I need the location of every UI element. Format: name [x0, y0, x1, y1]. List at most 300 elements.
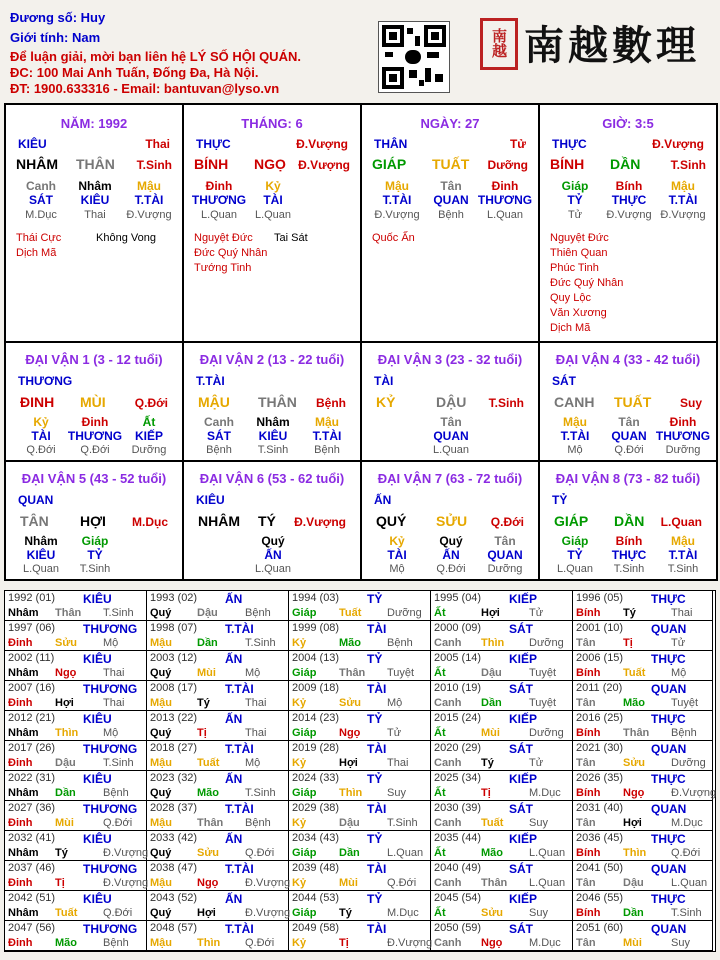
year-ten-god: TÀI: [367, 742, 387, 756]
year-cell: [5, 831, 147, 861]
year-label: 2045 (54): [434, 892, 482, 904]
year-ten-god: QUAN: [651, 742, 687, 756]
year-stem: Giáp: [292, 667, 317, 679]
hidden-phase: Đ.Vượng: [660, 209, 706, 221]
year-branch: Dần: [197, 637, 218, 649]
year-stem: Mậu: [150, 817, 172, 829]
hidden-phase: Tử: [567, 209, 583, 221]
hidden-ten-god: T.TÀI: [134, 193, 164, 207]
year-label: 2025 (34): [434, 772, 482, 784]
year-cell: [431, 891, 573, 921]
hidden-ten-god: THƯƠNG: [67, 429, 123, 443]
year-label: 1997 (06): [8, 622, 56, 634]
hidden-phase: Bệnh: [314, 444, 340, 456]
year-ten-god: ẤN: [225, 652, 243, 666]
year-cell: [5, 711, 147, 741]
year-cell: [147, 831, 289, 861]
star-name: Tướng Tinh: [194, 262, 252, 274]
hidden-phase: L.Quan: [22, 563, 60, 575]
dai-van-branch: MÙI: [80, 394, 106, 410]
year-label: 1995 (04): [434, 592, 482, 604]
year-label: 2026 (35): [576, 772, 624, 784]
hidden-ten-god: THƯƠNG: [191, 193, 247, 207]
year-label: 2027 (36): [8, 802, 56, 814]
year-ten-god: QUAN: [651, 862, 687, 876]
dai-van-phase: Q.Đới: [134, 396, 168, 410]
year-stem: Tân: [576, 877, 596, 889]
year-phase: Đ.Vượng: [103, 847, 149, 859]
pillar-phase: T.Sinh: [136, 158, 172, 172]
year-label: 2040 (49): [434, 862, 482, 874]
year-ten-god: TỶ: [367, 772, 383, 786]
year-cell: [431, 591, 573, 621]
hidden-ten-god: SÁT: [207, 429, 231, 443]
year-phase: Đ.Vượng: [387, 937, 433, 949]
year-phase: T.Sinh: [103, 607, 134, 619]
year-stem: Canh: [434, 697, 462, 709]
pillar-phase: Dưỡng: [487, 158, 528, 172]
year-branch: Dậu: [197, 607, 218, 619]
year-cell: [573, 861, 713, 891]
qr-code-icon[interactable]: [378, 21, 450, 93]
year-ten-god: SÁT: [509, 922, 533, 936]
year-label: 2010 (19): [434, 682, 482, 694]
year-stem: Mậu: [150, 637, 172, 649]
year-branch: Ngọ: [55, 667, 77, 679]
hidden-ten-god: KIẾP: [134, 429, 163, 443]
year-branch: Hợi: [481, 607, 500, 619]
year-stem: Ất: [434, 847, 446, 859]
year-stem: Ất: [434, 727, 446, 739]
year-ten-god: SÁT: [509, 622, 533, 636]
owner-name: Đương số: Huy: [10, 10, 106, 25]
year-phase: Bệnh: [103, 937, 129, 949]
year-ten-god: KIẾP: [509, 592, 538, 606]
year-label: 1998 (07): [150, 622, 198, 634]
pillar-ten-god-phase: Tử: [509, 137, 526, 151]
pillar-ten-god-phase: Đ.Vượng: [652, 137, 704, 151]
star-name: Dịch Mã: [550, 322, 591, 334]
year-cell: [573, 801, 713, 831]
year-branch: Mùi: [339, 877, 358, 889]
year-label: 2033 (42): [150, 832, 198, 844]
year-cell: [147, 921, 289, 951]
hidden-stem: Đinh: [205, 179, 233, 193]
year-branch: Hợi: [623, 817, 642, 829]
pillar-ten-god-phase: Thai: [145, 137, 170, 151]
year-cell: [289, 621, 431, 651]
year-branch: Mùi: [197, 667, 216, 679]
year-phase: Tuyệt: [529, 697, 557, 709]
star-name: Đức Quý Nhân: [194, 247, 268, 259]
year-stem: Mậu: [150, 937, 172, 949]
year-cell: [147, 711, 289, 741]
year-label: 2043 (52): [150, 892, 198, 904]
year-phase: M.Dục: [529, 787, 561, 799]
hidden-stem: Đinh: [81, 415, 109, 429]
year-branch: Mão: [623, 697, 645, 709]
dai-van-branch: TÝ: [258, 513, 276, 529]
year-branch: Tý: [197, 697, 210, 709]
year-stem: Tân: [576, 937, 596, 949]
hidden-phase: T.Sinh: [613, 563, 645, 575]
hidden-phase: Mộ: [389, 563, 405, 575]
year-label: 2002 (11): [8, 652, 55, 664]
hidden-ten-god: T.TÀI: [382, 193, 412, 207]
year-branch: Tuất: [339, 607, 362, 619]
year-stem: Nhâm: [8, 847, 39, 859]
year-label: 1993 (02): [150, 592, 198, 604]
year-phase: Dưỡng: [529, 727, 564, 739]
year-cell: [431, 921, 573, 951]
pillar-title: GIỜ: 3:5: [602, 116, 654, 131]
year-phase: Thai: [245, 727, 267, 739]
year-ten-god: KIÊU: [83, 892, 112, 906]
year-phase: Đ.Vượng: [245, 907, 291, 919]
year-phase: T.Sinh: [245, 637, 276, 649]
dai-van-cell: [184, 343, 362, 462]
year-label: 2020 (29): [434, 742, 482, 754]
star-name: Nguyệt Đức: [550, 232, 609, 244]
year-cell: [289, 891, 431, 921]
year-label: 2024 (33): [292, 772, 340, 784]
year-branch: Tuất: [197, 757, 220, 769]
year-phase: Bệnh: [103, 787, 129, 799]
year-ten-god: ẤN: [225, 592, 243, 606]
gender: Giới tính: Nam: [10, 30, 101, 45]
year-ten-god: ẤN: [225, 832, 243, 846]
year-label: 2032 (41): [8, 832, 56, 844]
hidden-stem: Ất: [142, 415, 156, 429]
hidden-phase: Q.Đới: [26, 444, 56, 456]
hidden-ten-god: T.TÀI: [668, 193, 698, 207]
dai-van-phase: L.Quan: [660, 515, 702, 529]
dai-van-cell: [6, 462, 184, 581]
hidden-phase: Đ.Vượng: [374, 209, 420, 221]
pillar-ten-god: THỰC: [196, 137, 231, 151]
annual-luck-table: [4, 590, 716, 952]
year-label: 2005 (14): [434, 652, 482, 664]
star-name: Tai Sát: [274, 232, 308, 244]
year-cell: [289, 651, 431, 681]
year-phase: T.Sinh: [387, 817, 418, 829]
year-label: 1996 (05): [576, 592, 624, 604]
hidden-ten-god: TÀI: [263, 193, 283, 207]
year-phase: Bệnh: [387, 637, 413, 649]
hidden-stem: Mậu: [315, 415, 339, 429]
dai-van-ten-god: KIÊU: [196, 493, 225, 507]
year-branch: Tị: [623, 637, 633, 649]
year-branch: Thân: [339, 667, 366, 679]
year-ten-god: QUAN: [651, 682, 687, 696]
hidden-ten-god: KIÊU: [26, 548, 56, 562]
year-ten-god: QUAN: [651, 622, 687, 636]
hidden-phase: Thai: [84, 209, 106, 221]
hidden-stem: Giáp: [561, 179, 589, 193]
year-label: 2029 (38): [292, 802, 340, 814]
dai-van-branch: SỬU: [436, 513, 468, 529]
year-label: 2049 (58): [292, 922, 340, 934]
dai-van-stem: TÂN: [20, 513, 49, 529]
year-branch: Dậu: [623, 877, 644, 889]
year-label: 2012 (21): [8, 712, 56, 724]
year-label: 2037 (46): [8, 862, 56, 874]
year-stem: Nhâm: [8, 667, 39, 679]
year-stem: Kỷ: [292, 817, 307, 829]
year-phase: Đ.Vượng: [103, 877, 149, 889]
hidden-ten-god: THỰC: [611, 548, 647, 562]
heavenly-stem: BÍNH: [550, 156, 585, 172]
year-ten-god: TỶ: [367, 652, 383, 666]
year-label: 2035 (44): [434, 832, 482, 844]
year-phase: Tuyệt: [671, 697, 699, 709]
dai-van-cell: [540, 462, 718, 581]
year-label: 2039 (48): [292, 862, 340, 874]
year-ten-god: T.TÀI: [225, 742, 254, 756]
year-phase: T.Sinh: [245, 787, 276, 799]
pillar-title: NĂM: 1992: [60, 116, 128, 131]
pillar-ten-god: KIÊU: [18, 137, 47, 151]
year-ten-god: KIÊU: [83, 712, 112, 726]
year-label: 2038 (47): [150, 862, 198, 874]
year-label: 2022 (31): [8, 772, 56, 784]
year-stem: Nhâm: [8, 787, 39, 799]
four-pillars-grid: [4, 103, 718, 345]
year-stem: Quý: [150, 667, 172, 679]
pillar-cell: [540, 105, 718, 343]
star-list-right: [96, 231, 156, 246]
pillar-title: NGÀY: 27: [420, 116, 480, 131]
year-stem: Mậu: [150, 877, 172, 889]
year-ten-god: TỶ: [367, 832, 383, 846]
heavenly-stem: BÍNH: [194, 156, 229, 172]
dai-van-branch: DẬU: [436, 394, 467, 410]
year-stem: Tân: [576, 757, 596, 769]
star-list-right: [274, 231, 308, 246]
hidden-stem: Đinh: [491, 179, 519, 193]
year-phase: Mộ: [103, 727, 119, 739]
hidden-ten-god: QUAN: [433, 193, 469, 207]
year-branch: Thìn: [197, 937, 221, 949]
hidden-phase: T.Sinh: [79, 563, 111, 575]
year-phase: Mộ: [387, 697, 403, 709]
year-stem: Nhâm: [8, 607, 39, 619]
earthly-branch: NGỌ: [254, 156, 286, 172]
pillar-cell: [362, 105, 540, 343]
year-phase: Mộ: [671, 667, 687, 679]
year-branch: Sửu: [623, 757, 646, 769]
year-cell: [431, 771, 573, 801]
year-phase: Mộ: [245, 757, 261, 769]
year-cell: [5, 861, 147, 891]
hidden-phase: Q.Đới: [614, 444, 644, 456]
hidden-ten-god: THƯƠNG: [655, 429, 711, 443]
year-branch: Ngọ: [197, 877, 219, 889]
year-phase: Thai: [103, 697, 125, 709]
hidden-ten-god: TỶ: [567, 193, 583, 207]
year-cell: [289, 741, 431, 771]
year-cell: [5, 921, 147, 951]
dai-van-stem: CANH: [554, 394, 595, 410]
hidden-ten-god: T.TÀI: [668, 548, 698, 562]
star-list-left: [194, 231, 267, 276]
year-phase: Q.Đới: [103, 817, 133, 829]
dai-van-branch: DẦN: [614, 513, 645, 529]
year-cell: [147, 651, 289, 681]
year-ten-god: SÁT: [509, 682, 533, 696]
year-cell: [5, 771, 147, 801]
year-cell: [431, 741, 573, 771]
dai-van-stem: KỶ: [376, 394, 396, 410]
year-branch: Thìn: [55, 727, 79, 739]
year-ten-god: THƯƠNG: [83, 742, 138, 756]
year-cell: [5, 741, 147, 771]
year-ten-god: KIẾP: [509, 652, 538, 666]
hidden-phase: L.Quan: [254, 209, 292, 221]
year-label: 1999 (08): [292, 622, 340, 634]
year-branch: Tý: [623, 607, 636, 619]
year-label: 2011 (20): [576, 682, 623, 694]
dai-van-branch: HỢI: [80, 513, 106, 529]
year-branch: Mùi: [481, 727, 500, 739]
year-cell: [5, 681, 147, 711]
year-phase: Q.Đới: [387, 877, 417, 889]
hidden-ten-god: T.TÀI: [560, 429, 590, 443]
year-stem: Giáp: [292, 727, 317, 739]
year-cell: [431, 831, 573, 861]
year-stem: Nhâm: [8, 727, 39, 739]
year-ten-god: TÀI: [367, 622, 387, 636]
year-stem: Mậu: [150, 757, 172, 769]
year-branch: Dần: [623, 907, 644, 919]
year-branch: Thân: [481, 877, 508, 889]
hidden-phase: L.Quan: [486, 209, 524, 221]
year-ten-god: KIẾP: [509, 832, 538, 846]
year-phase: Thai: [245, 697, 267, 709]
hidden-ten-god: KIÊU: [258, 429, 288, 443]
year-label: 2013 (22): [150, 712, 198, 724]
hidden-phase: Đ.Vượng: [606, 209, 652, 221]
year-phase: Q.Đới: [671, 847, 701, 859]
star-name: Không Vong: [96, 232, 156, 244]
year-cell: [289, 711, 431, 741]
year-ten-god: THỰC: [651, 772, 686, 786]
year-stem: Tân: [576, 637, 596, 649]
year-label: 2009 (18): [292, 682, 340, 694]
year-phase: Tuyệt: [387, 667, 415, 679]
dai-van-stem: QUÝ: [376, 513, 407, 529]
year-stem: Ất: [434, 667, 446, 679]
year-branch: Dần: [339, 847, 360, 859]
year-stem: Canh: [434, 877, 462, 889]
star-list-left: [16, 231, 61, 261]
year-stem: Kỷ: [292, 877, 307, 889]
year-phase: Q.Đới: [245, 847, 275, 859]
year-ten-god: THỰC: [651, 712, 686, 726]
year-phase: Thai: [103, 667, 125, 679]
year-branch: Sửu: [55, 637, 78, 649]
dai-van-ten-god: ẤN: [374, 493, 392, 507]
hidden-stem: Nhâm: [256, 415, 290, 429]
year-branch: Tý: [481, 757, 494, 769]
year-cell: [431, 801, 573, 831]
year-label: 2014 (23): [292, 712, 340, 724]
year-cell: [431, 711, 573, 741]
year-ten-god: THƯƠNG: [83, 682, 138, 696]
year-ten-god: KIÊU: [83, 592, 112, 606]
year-stem: Mậu: [150, 697, 172, 709]
year-branch: Tị: [481, 787, 491, 799]
year-cell: [573, 891, 713, 921]
hidden-phase: Dưỡng: [131, 444, 167, 456]
star-name: Thái Cực: [16, 232, 62, 244]
year-cell: [573, 621, 713, 651]
hidden-stem: Tân: [440, 415, 462, 429]
year-label: 2047 (56): [8, 922, 56, 934]
year-ten-god: KIẾP: [509, 712, 538, 726]
year-cell: [289, 831, 431, 861]
year-cell: [573, 651, 713, 681]
star-name: Dịch Mã: [16, 247, 57, 259]
year-phase: Mộ: [245, 667, 261, 679]
hidden-phase: Bệnh: [206, 444, 232, 456]
year-phase: Suy: [387, 787, 406, 799]
hidden-ten-god: ẤN: [264, 548, 282, 562]
year-cell: [147, 891, 289, 921]
year-ten-god: T.TÀI: [225, 682, 254, 696]
year-label: 2000 (09): [434, 622, 482, 634]
dai-van-cell: [362, 343, 540, 462]
year-branch: Dậu: [481, 667, 502, 679]
year-label: 2003 (12): [150, 652, 198, 664]
year-branch: Mùi: [623, 937, 642, 949]
pillar-cell: [6, 105, 184, 343]
hidden-stem: Mậu: [137, 179, 161, 193]
year-phase: Tử: [529, 607, 544, 619]
year-ten-god: T.TÀI: [225, 862, 254, 876]
year-label: 2050 (59): [434, 922, 482, 934]
year-stem: Đinh: [8, 937, 33, 949]
year-branch: Ngọ: [339, 727, 361, 739]
hidden-stem: Mậu: [671, 179, 695, 193]
year-label: 2017 (26): [8, 742, 56, 754]
year-label: 1992 (01): [8, 592, 56, 604]
year-cell: [431, 621, 573, 651]
dai-van-title: ĐẠI VẬN 2 (13 - 22 tuổi): [199, 352, 345, 367]
year-stem: Kỷ: [292, 697, 307, 709]
year-ten-god: QUAN: [651, 922, 687, 936]
year-label: 2006 (15): [576, 652, 624, 664]
hidden-ten-god: TÀI: [387, 548, 407, 562]
year-stem: Kỷ: [292, 637, 307, 649]
dai-van-phase: Bệnh: [316, 396, 346, 410]
dai-van-phase: Suy: [679, 396, 702, 410]
year-label: 2048 (57): [150, 922, 198, 934]
year-branch: Tuất: [55, 907, 78, 919]
year-stem: Tân: [576, 817, 596, 829]
hidden-ten-god: TÀI: [31, 429, 51, 443]
year-phase: L.Quan: [529, 847, 566, 859]
year-ten-god: TỶ: [367, 592, 383, 606]
year-stem: Canh: [434, 937, 462, 949]
contact-line: Để luận giải, mời bạn liên hệ LÝ SỐ HỘI QUÁN.: [10, 49, 301, 64]
year-branch: Tý: [339, 907, 352, 919]
dai-van-branch: THÂN: [258, 394, 297, 410]
year-cell: [289, 921, 431, 951]
year-branch: Thân: [197, 817, 224, 829]
year-cell: [5, 651, 147, 681]
pillar-ten-god: THÂN: [374, 137, 408, 151]
